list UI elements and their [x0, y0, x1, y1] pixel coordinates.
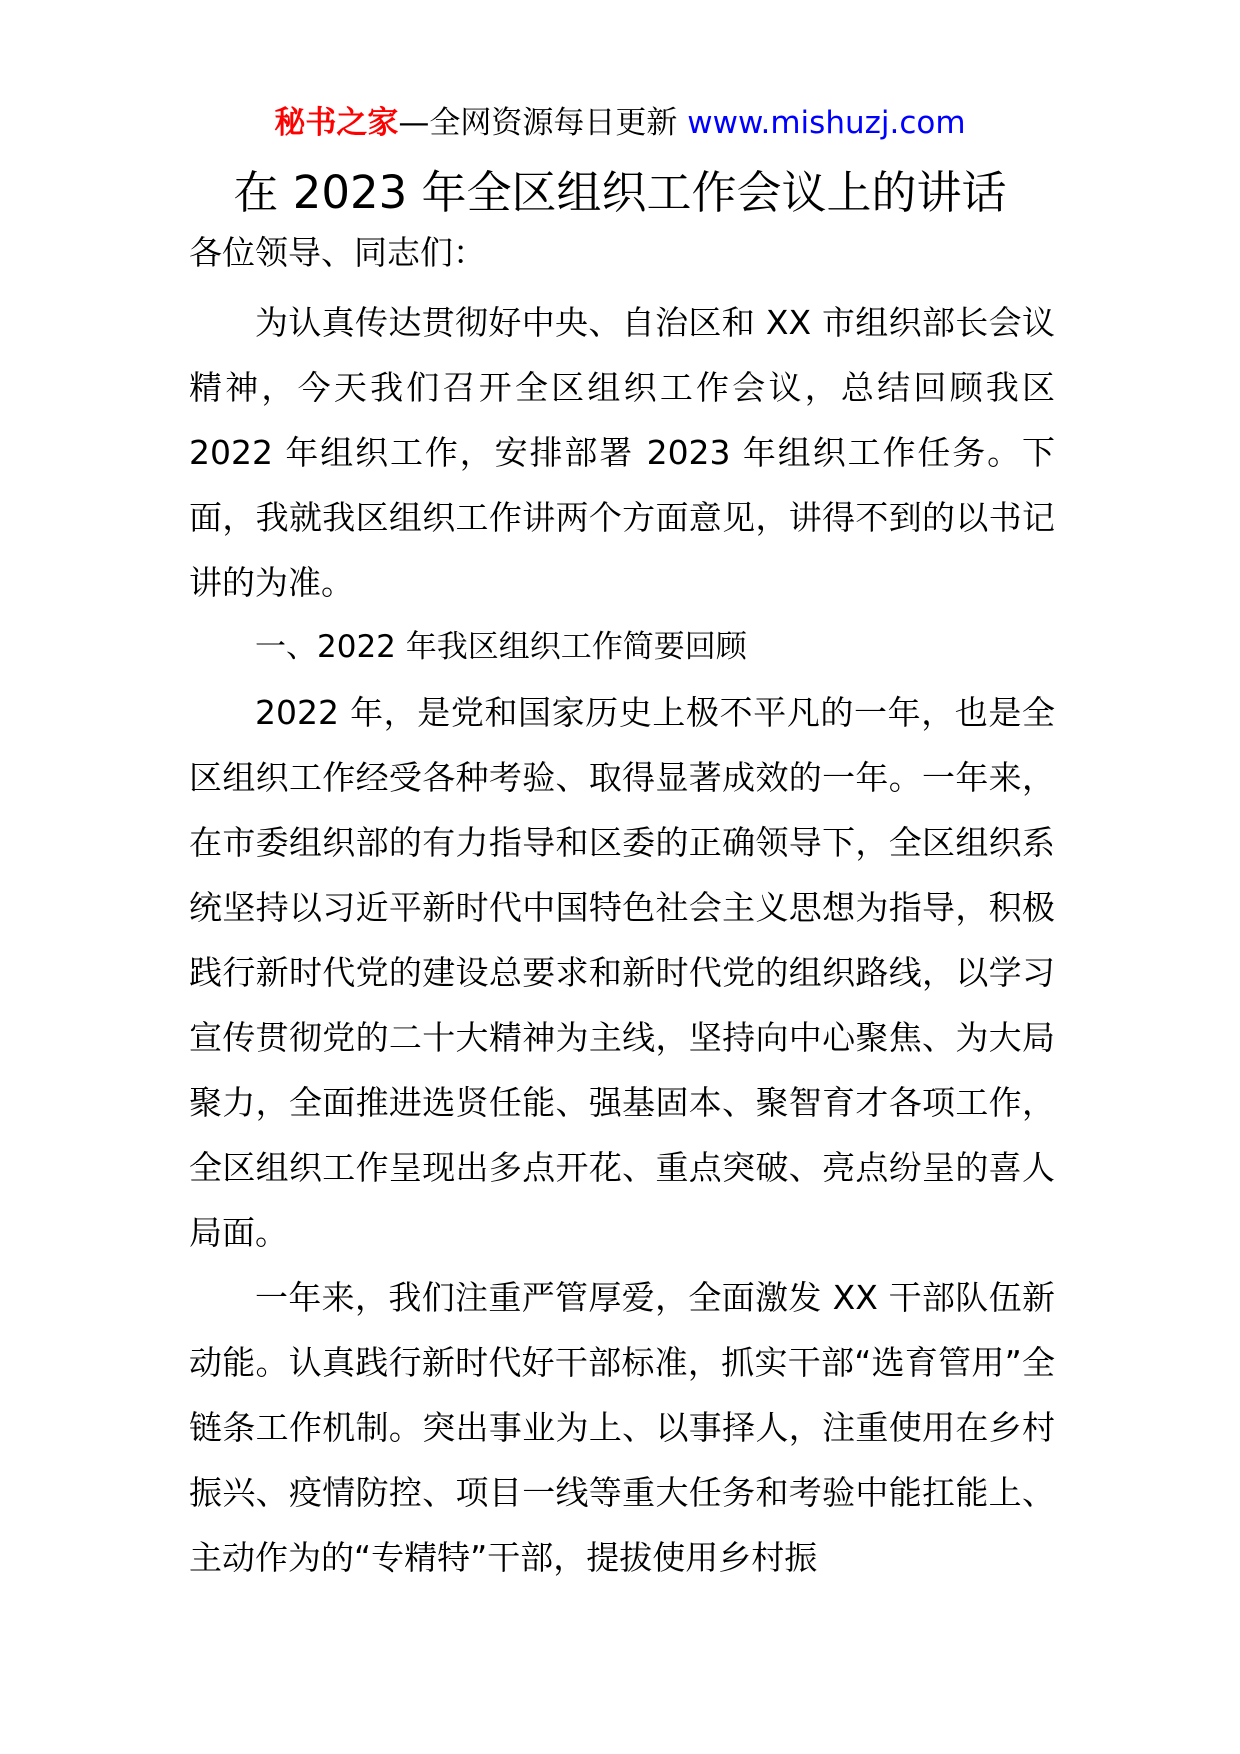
website-link[interactable]: www.mishuzj.com: [687, 105, 966, 141]
document-body: [189, 290, 1055, 1590]
salutation: 各位领导、同志们：: [189, 233, 486, 272]
header-tagline: —全网资源每日更新: [398, 105, 678, 141]
brand-name: 秘书之家: [274, 105, 399, 141]
document-title: 在 2023 年全区组织工作会议上的讲话: [233, 166, 1007, 219]
section-heading: 一、2022 年我区组织工作简要回顾: [255, 629, 747, 665]
body-paragraph: 2022 年，是党和国家历史上极不平凡的一年，也是全区组织工作经受各种考验、取得显著成效的一年。一年来，在市委组织部的有力指导和区委的正确领导下，全区组织系统坚持以习近平新时代中国特色社会主义思想为指导，积极践行新时代党的建设总要求和新时代党的组织路线，以学习宣传贯彻党的二十大精神为主线，坚持向中心聚焦、为大局聚力，全面推进选贤任能、强基固本、聚智育才各项工作，全区组织工作呈现出多点开花、重点突破、亮点纷呈的喜人局面。: [189, 693, 1055, 1252]
intro-paragraph: 为认真传达贯彻好中央、自治区和 XX 市组织部长会议精神，今天我们召开全区组织工作会议，总结回顾我区 2022 年组织工作，安排部署 2023 年组织工作任务。下面，我就我区组织工作讲两个方面意见，讲得不到的以书记讲的为准。: [189, 303, 1055, 602]
body-paragraph: 一年来，我们注重严管厚爱，全面激发 XX 干部队伍新动能。认真践行新时代好干部标准，抓实干部“选育管用”全链条工作机制。突出事业为上、以事择人，注重使用在乡村振兴、疫情防控、项目一线等重大任务和考验中能扛能上、主动作为的“专精特”干部，提拔使用乡村振: [189, 1278, 1055, 1577]
watermark-header: [0, 100, 1240, 146]
